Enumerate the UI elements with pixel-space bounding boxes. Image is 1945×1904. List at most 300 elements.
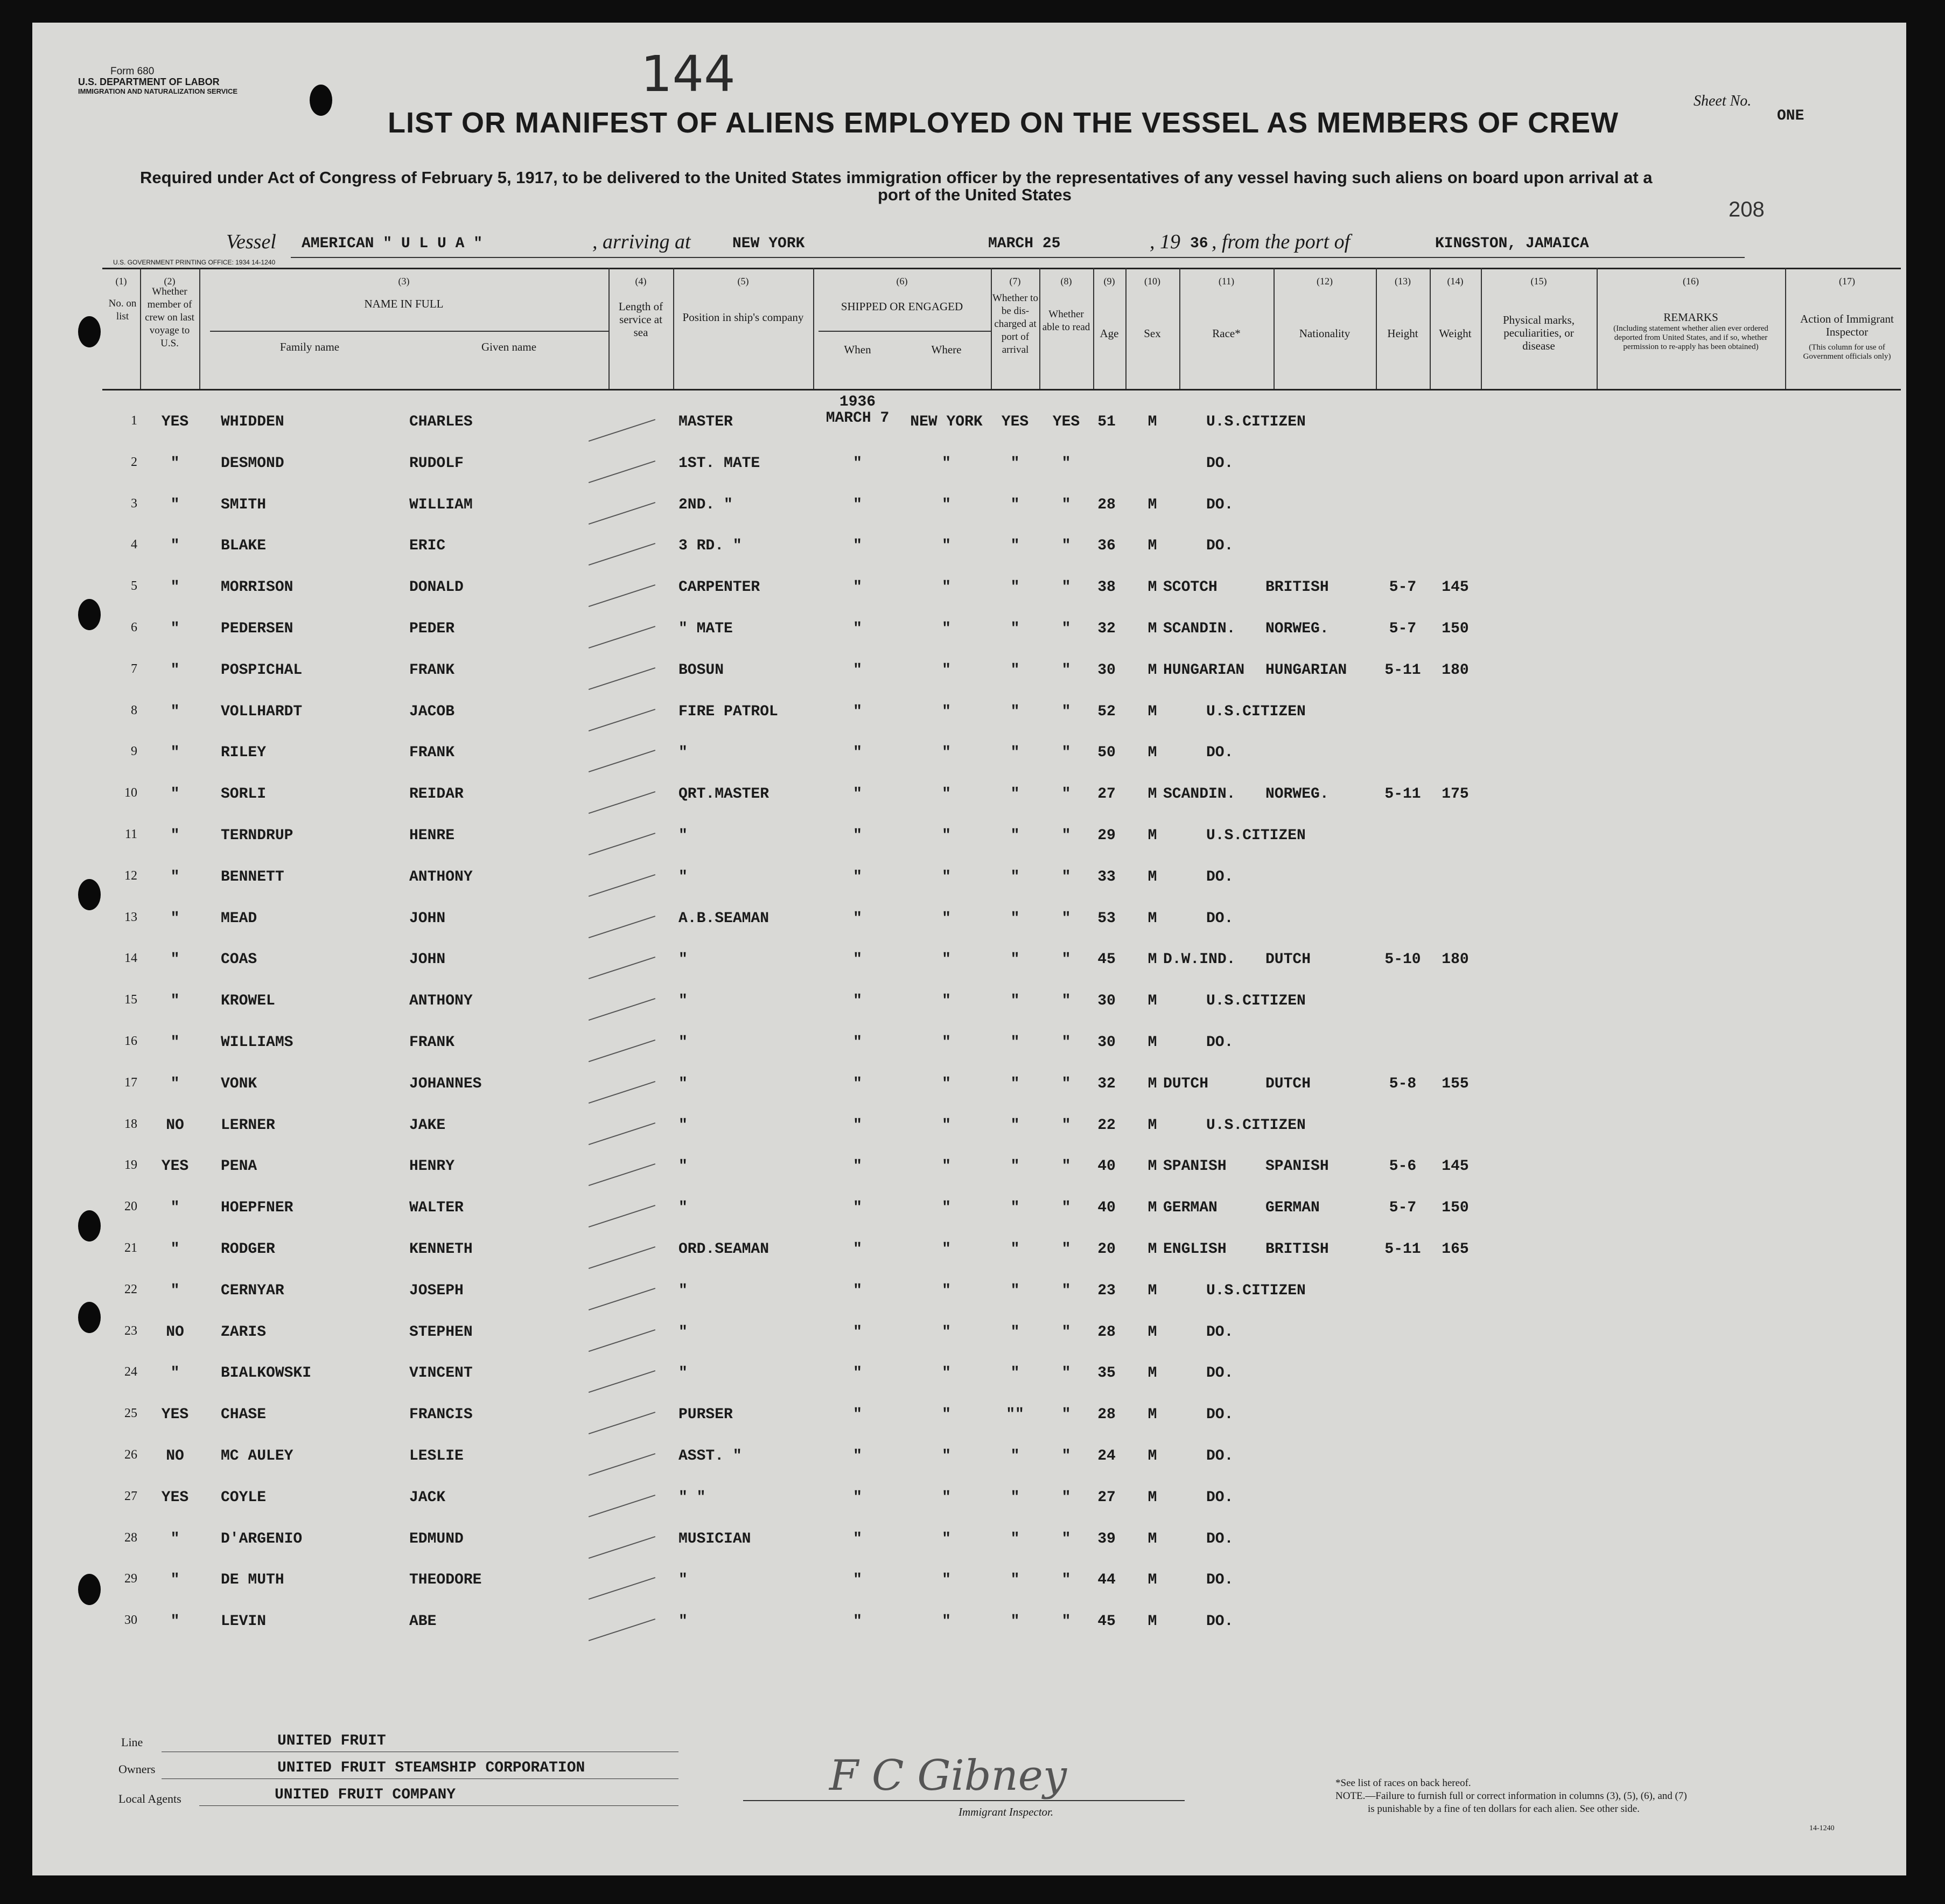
cell-family: PENA: [221, 1158, 257, 1175]
cell-nationality: DO.: [1206, 1489, 1234, 1506]
cell-crew: YES: [161, 414, 189, 430]
from-label: , from the port of: [1212, 231, 1351, 253]
cell-age: 36: [1097, 538, 1116, 555]
colnum-3: (3): [398, 276, 410, 287]
cell-height: 5-7: [1389, 1199, 1417, 1217]
cell-given: JOSEPH: [409, 1282, 464, 1299]
cell-crew: ": [170, 538, 180, 555]
cell-sex: M: [1148, 1530, 1157, 1547]
cell-given: FRANK: [409, 661, 455, 679]
cell-when: ": [853, 993, 862, 1010]
cell-given: ANTHONY: [409, 993, 473, 1010]
cell-read: ": [1061, 1199, 1071, 1217]
cell-crew: ": [170, 951, 180, 968]
arriving-label: , arriving at: [592, 231, 691, 253]
cell-where: ": [942, 868, 951, 885]
cell-given: ABE: [409, 1613, 437, 1630]
cell-no: 15: [124, 993, 137, 1007]
year-prefix: , 19: [1150, 231, 1180, 253]
header-length-of-service: Length of service at sea: [618, 300, 663, 339]
cell-family: COYLE: [221, 1489, 267, 1506]
table-row: [32, 1031, 1906, 1072]
cell-nationality: DUTCH: [1265, 1075, 1311, 1092]
cell-race: GERMAN: [1163, 1199, 1218, 1217]
table-row: [32, 824, 1906, 866]
cell-when: ": [853, 1530, 862, 1547]
cell-age: 30: [1097, 993, 1116, 1010]
cell-position: ": [678, 1613, 688, 1630]
cell-sex: M: [1148, 1034, 1157, 1051]
cell-no: 5: [131, 579, 137, 594]
cell-where: ": [942, 827, 951, 844]
form-department: U.S. DEPARTMENT OF LABOR: [78, 76, 220, 87]
cell-sex: M: [1148, 951, 1157, 968]
cell-read: ": [1061, 1158, 1071, 1175]
colnum-15: (15): [1530, 276, 1547, 287]
cell-where: ": [942, 1448, 951, 1464]
cell-age: 27: [1097, 786, 1116, 803]
cell-when: ": [853, 1448, 862, 1464]
cell-age: 27: [1097, 1489, 1116, 1506]
cell-sex: M: [1148, 579, 1157, 596]
cell-read: ": [1061, 951, 1071, 968]
cell-read: ": [1061, 620, 1071, 637]
cell-nationality: DO.: [1206, 1365, 1234, 1382]
cell-crew: ": [170, 744, 180, 762]
cell-height: 5-6: [1389, 1158, 1417, 1175]
cell-when: ": [853, 1406, 862, 1424]
cell-sex: M: [1148, 993, 1157, 1010]
cell-no: 29: [124, 1572, 137, 1586]
cell-given: PEDER: [409, 620, 455, 637]
cell-nationality: U.S.CITIZEN: [1206, 827, 1306, 844]
cell-no: 16: [124, 1034, 137, 1048]
cell-given: RUDOLF: [409, 455, 464, 472]
cell-where: ": [942, 579, 951, 596]
cell-nationality: U.S.CITIZEN: [1206, 414, 1306, 430]
table-row: [32, 907, 1906, 948]
table-header-rule: [102, 389, 1901, 390]
header-race: Race*: [1212, 327, 1241, 340]
cell-no: 23: [124, 1323, 137, 1338]
cell-when: ": [853, 1613, 862, 1630]
cell-where: ": [942, 1406, 951, 1424]
cell-where: ": [942, 1572, 951, 1589]
cell-sex: M: [1148, 868, 1157, 885]
footer-agents-value: UNITED FRUIT COMPANY: [275, 1787, 456, 1803]
cell-age: 40: [1097, 1199, 1116, 1217]
cell-family: MEAD: [221, 910, 257, 927]
cell-crew: ": [170, 1034, 180, 1051]
cell-age: 24: [1097, 1448, 1116, 1464]
table-row: [32, 576, 1906, 617]
cell-discharged: ": [1010, 1365, 1020, 1382]
cell-no: 13: [124, 910, 137, 924]
header-nationality: Nationality: [1299, 327, 1351, 340]
cell-discharged: ": [1010, 1489, 1020, 1506]
cell-family: BENNETT: [221, 868, 284, 885]
cell-weight: 175: [1442, 786, 1469, 803]
arrival-year: 36: [1190, 235, 1208, 252]
cell-discharged: ": [1010, 703, 1020, 720]
cell-where: ": [942, 910, 951, 927]
cell-nationality: DUTCH: [1265, 951, 1311, 968]
arriving-at: NEW YORK: [732, 235, 805, 252]
cell-where: ": [942, 993, 951, 1010]
cell-crew: ": [170, 1075, 180, 1092]
cell-position: ": [678, 1034, 688, 1051]
cell-when: ": [853, 538, 862, 555]
table-row: [32, 1528, 1906, 1569]
header-physical-marks: Physical marks, peculiarities, or disease: [1503, 313, 1575, 352]
sheet-no: ONE: [1777, 108, 1804, 124]
cell-age: 39: [1097, 1530, 1116, 1547]
cell-where: ": [942, 744, 951, 762]
cell-discharged: ": [1010, 1199, 1020, 1217]
cell-position: 3 RD. ": [678, 538, 742, 555]
cell-no: 19: [124, 1158, 137, 1173]
cell-discharged: ": [1010, 579, 1020, 596]
header-name-in-full: NAME IN FULL: [364, 297, 444, 310]
cell-no: 8: [131, 703, 137, 717]
cell-where: ": [942, 620, 951, 637]
cell-no: 7: [131, 661, 137, 676]
colnum-5: (5): [737, 276, 749, 287]
colnum-14: (14): [1447, 276, 1464, 287]
cell-position: QRT.MASTER: [678, 786, 769, 803]
colnum-13: (13): [1395, 276, 1411, 287]
cell-nationality: DO.: [1206, 1530, 1234, 1547]
cell-where: ": [942, 1323, 951, 1341]
cell-race: SCANDIN.: [1163, 620, 1236, 637]
cell-crew: ": [170, 868, 180, 885]
cell-age: 20: [1097, 1241, 1116, 1258]
cell-given: CHARLES: [409, 414, 473, 430]
colnum-8: (8): [1060, 276, 1072, 287]
cell-when: ": [853, 1282, 862, 1299]
cell-sex: M: [1148, 1323, 1157, 1341]
cell-family: HOEPFNER: [221, 1199, 293, 1217]
cell-given: EDMUND: [409, 1530, 464, 1547]
cell-age: 30: [1097, 1034, 1116, 1051]
cell-crew: NO: [166, 1117, 184, 1134]
cell-sex: M: [1148, 1117, 1157, 1134]
cell-crew: ": [170, 1572, 180, 1589]
cell-height: 5-7: [1389, 579, 1417, 596]
cell-age: 51: [1097, 414, 1116, 430]
cell-age: 22: [1097, 1117, 1116, 1134]
colnum-17: (17): [1839, 276, 1855, 287]
header-discharged: Whether to be dis-charged at port of arrival: [992, 292, 1038, 355]
form-service: IMMIGRATION AND NATURALIZATION SERVICE: [78, 87, 238, 95]
cell-family: RILEY: [221, 744, 267, 762]
cell-where: ": [942, 1199, 951, 1217]
header-shipped-engaged: SHIPPED OR ENGAGED: [841, 300, 963, 313]
cell-discharged: ": [1010, 1530, 1020, 1547]
cell-read: ": [1061, 1530, 1071, 1547]
cell-race: D.W.IND.: [1163, 951, 1236, 968]
cell-nationality: DO.: [1206, 1572, 1234, 1589]
cell-crew: YES: [161, 1489, 189, 1506]
cell-family: CERNYAR: [221, 1282, 284, 1299]
cell-weight: 150: [1442, 1199, 1469, 1217]
cell-crew: ": [170, 1613, 180, 1630]
name-divider: [210, 331, 608, 332]
cell-no: 18: [124, 1117, 137, 1131]
cell-nationality: U.S.CITIZEN: [1206, 1282, 1306, 1299]
table-row: [32, 1486, 1906, 1528]
cell-discharged: ": [1010, 1034, 1020, 1051]
cell-sex: M: [1148, 1241, 1157, 1258]
footer-note-2: NOTE.—Failure to furnish full or correct information in columns (3), (5), (6), and (7): [1335, 1790, 1687, 1802]
cell-discharged: ": [1010, 1117, 1020, 1134]
cell-age: 32: [1097, 1075, 1116, 1092]
colnum-12: (12): [1317, 276, 1333, 287]
cell-weight: 155: [1442, 1075, 1469, 1092]
cell-crew: ": [170, 1199, 180, 1217]
cell-family: MC AULEY: [221, 1448, 293, 1464]
cell-given: WALTER: [409, 1199, 464, 1217]
cell-nationality: DO.: [1206, 1323, 1234, 1341]
table-row: [32, 1279, 1906, 1321]
cell-read: ": [1061, 1572, 1071, 1589]
cell-sex: M: [1148, 910, 1157, 927]
cell-no: 14: [124, 951, 137, 966]
cell-discharged: ": [1010, 993, 1020, 1010]
cell-age: 44: [1097, 1572, 1116, 1589]
table-row: [32, 493, 1906, 535]
vessel-underline: [291, 257, 1745, 258]
cell-weight: 180: [1442, 951, 1469, 968]
cell-crew: ": [170, 1365, 180, 1382]
cell-position: 2ND. ": [678, 496, 733, 513]
cell-given: HENRE: [409, 827, 455, 844]
header-weight: Weight: [1439, 327, 1472, 340]
cell-age: 45: [1097, 1613, 1116, 1630]
table-row: [32, 1155, 1906, 1196]
cell-position: ": [678, 1282, 688, 1299]
cell-discharged: ": [1010, 661, 1020, 679]
cell-height: 5-8: [1389, 1075, 1417, 1092]
cell-discharged: ": [1010, 868, 1020, 885]
cell-nationality: DO.: [1206, 1613, 1234, 1630]
cell-family: COAS: [221, 951, 257, 968]
cell-family: CHASE: [221, 1406, 267, 1424]
cell-crew: ": [170, 1530, 180, 1547]
cell-nationality: U.S.CITIZEN: [1206, 993, 1306, 1010]
header-inspector-note: (This column for use of Government officials only): [1803, 343, 1891, 361]
cell-age: 33: [1097, 868, 1116, 885]
cell-where: ": [942, 1117, 951, 1134]
cell-where: ": [942, 786, 951, 803]
cell-nationality: GERMAN: [1265, 1199, 1320, 1217]
table-row: [32, 1568, 1906, 1610]
cell-age: 53: [1097, 910, 1116, 927]
colnum-1: (1): [115, 276, 127, 287]
cell-when: ": [853, 1117, 862, 1134]
footer-agents-rule: [199, 1805, 678, 1806]
manifest-sheet: [32, 23, 1906, 1875]
cell-no: 2: [131, 455, 137, 469]
cell-given: ERIC: [409, 538, 446, 555]
cell-age: 40: [1097, 1158, 1116, 1175]
cell-crew: YES: [161, 1406, 189, 1424]
colnum-7: (7): [1009, 276, 1021, 287]
header-family-name: Family name: [279, 340, 340, 353]
table-row: [32, 866, 1906, 907]
cell-read: ": [1061, 1365, 1071, 1382]
cell-position: ": [678, 1323, 688, 1341]
cell-position: ": [678, 868, 688, 885]
cell-nationality: HUNGARIAN: [1265, 661, 1347, 679]
table-row: [32, 617, 1906, 659]
cell-no: 9: [131, 744, 137, 759]
cell-read: ": [1061, 744, 1071, 762]
cell-sex: M: [1148, 1489, 1157, 1506]
page-number: 144: [641, 45, 736, 103]
cell-discharged: ": [1010, 786, 1020, 803]
cell-where: ": [942, 1034, 951, 1051]
footer-form-code: 14-1240: [1809, 1824, 1835, 1832]
cell-crew: ": [170, 703, 180, 720]
cell-family: MORRISON: [221, 579, 293, 596]
table-row: [32, 783, 1906, 824]
cell-when: ": [853, 951, 862, 968]
cell-position: ": [678, 1158, 688, 1175]
cell-when: ": [853, 579, 862, 596]
cell-sex: M: [1148, 1075, 1157, 1092]
cell-when: 1936 MARCH 7: [825, 394, 890, 427]
from-port: KINGSTON, JAMAICA: [1435, 235, 1589, 252]
cell-race: DUTCH: [1163, 1075, 1209, 1092]
cell-read: ": [1061, 579, 1071, 596]
cell-given: ANTHONY: [409, 868, 473, 885]
cell-given: JACOB: [409, 703, 455, 720]
cell-sex: M: [1148, 1199, 1157, 1217]
cell-family: LERNER: [221, 1117, 275, 1134]
cell-age: 52: [1097, 703, 1116, 720]
cell-given: KENNETH: [409, 1241, 473, 1258]
cell-family: KROWEL: [221, 993, 275, 1010]
cell-nationality: DO.: [1206, 1406, 1234, 1424]
cell-when: ": [853, 620, 862, 637]
table-row: [32, 1196, 1906, 1238]
cell-crew: ": [170, 496, 180, 513]
cell-position: A.B.SEAMAN: [678, 910, 769, 927]
cell-when: ": [853, 1489, 862, 1506]
printing-office: U.S. GOVERNMENT PRINTING OFFICE: 1934 14-1240: [113, 259, 276, 266]
cell-read: ": [1061, 661, 1071, 679]
cell-sex: M: [1148, 1282, 1157, 1299]
cell-nationality: BRITISH: [1265, 579, 1329, 596]
cell-no: 27: [124, 1489, 137, 1503]
cell-weight: 145: [1442, 579, 1469, 596]
cell-sex: M: [1148, 414, 1157, 430]
cell-no: 20: [124, 1199, 137, 1214]
cell-where: ": [942, 1282, 951, 1299]
table-row: [32, 989, 1906, 1031]
table-row: [32, 659, 1906, 700]
cell-age: 30: [1097, 661, 1116, 679]
cell-discharged: ": [1010, 1282, 1020, 1299]
cell-sex: M: [1148, 1613, 1157, 1630]
cell-given: VINCENT: [409, 1365, 473, 1382]
cell-height: 5-11: [1384, 661, 1421, 679]
header-remarks: REMARKS: [1663, 311, 1718, 324]
cell-read: ": [1061, 993, 1071, 1010]
cell-when: ": [853, 455, 862, 472]
cell-crew: ": [170, 910, 180, 927]
cell-discharged: ": [1010, 496, 1020, 513]
cell-discharged: ": [1010, 1241, 1020, 1258]
header-when: When: [844, 343, 871, 356]
cell-discharged: ": [1010, 1572, 1020, 1589]
table-row: [32, 1114, 1906, 1155]
cell-when: ": [853, 661, 862, 679]
cell-position: ": [678, 1365, 688, 1382]
vessel-label: Vessel: [226, 231, 276, 253]
cell-discharged: ": [1010, 620, 1020, 637]
footer-line-label: Line: [121, 1735, 143, 1749]
cell-position: ": [678, 1117, 688, 1134]
cell-no: 21: [124, 1241, 137, 1255]
cell-crew: ": [170, 455, 180, 472]
cell-age: 29: [1097, 827, 1116, 844]
cell-read: ": [1061, 827, 1071, 844]
cell-race: HUNGARIAN: [1163, 661, 1245, 679]
cell-no: 24: [124, 1365, 137, 1379]
cell-weight: 180: [1442, 661, 1469, 679]
colnum-10: (10): [1144, 276, 1160, 287]
cell-crew: NO: [166, 1448, 184, 1464]
cell-position: MUSICIAN: [678, 1530, 751, 1547]
cell-position: CARPENTER: [678, 579, 760, 596]
cell-crew: ": [170, 786, 180, 803]
cell-age: 50: [1097, 744, 1116, 762]
cell-discharged: YES: [1001, 414, 1029, 430]
cell-weight: 145: [1442, 1158, 1469, 1175]
footer-note-3: is punishable by a fine of ten dollars for each alien. See other side.: [1368, 1803, 1640, 1815]
cell-read: ": [1061, 1034, 1071, 1051]
cell-crew: YES: [161, 1158, 189, 1175]
cell-position: ": [678, 993, 688, 1010]
cell-no: 26: [124, 1448, 137, 1462]
cell-given: JOHN: [409, 910, 446, 927]
cell-age: 28: [1097, 1323, 1116, 1341]
cell-where: ": [942, 1241, 951, 1258]
cell-weight: 150: [1442, 620, 1469, 637]
cell-where: ": [942, 1158, 951, 1175]
cell-no: 4: [131, 538, 137, 552]
cell-nationality: DO.: [1206, 1448, 1234, 1464]
cell-no: 3: [131, 496, 137, 511]
colnum-4: (4): [635, 276, 647, 287]
table-row: [32, 1362, 1906, 1403]
cell-position: " ": [678, 1489, 706, 1506]
cell-race: SCOTCH: [1163, 579, 1218, 596]
cell-no: 10: [124, 786, 137, 800]
cell-position: ": [678, 951, 688, 968]
cell-discharged: ": [1010, 744, 1020, 762]
cell-given: FRANK: [409, 744, 455, 762]
footer-note-1: *See list of races on back hereof.: [1335, 1777, 1471, 1789]
cell-read: ": [1061, 455, 1071, 472]
shipped-divider: [818, 331, 991, 332]
cell-no: 22: [124, 1282, 137, 1296]
cell-where: ": [942, 1613, 951, 1630]
cell-when: ": [853, 1572, 862, 1589]
table-row: [32, 1403, 1906, 1445]
